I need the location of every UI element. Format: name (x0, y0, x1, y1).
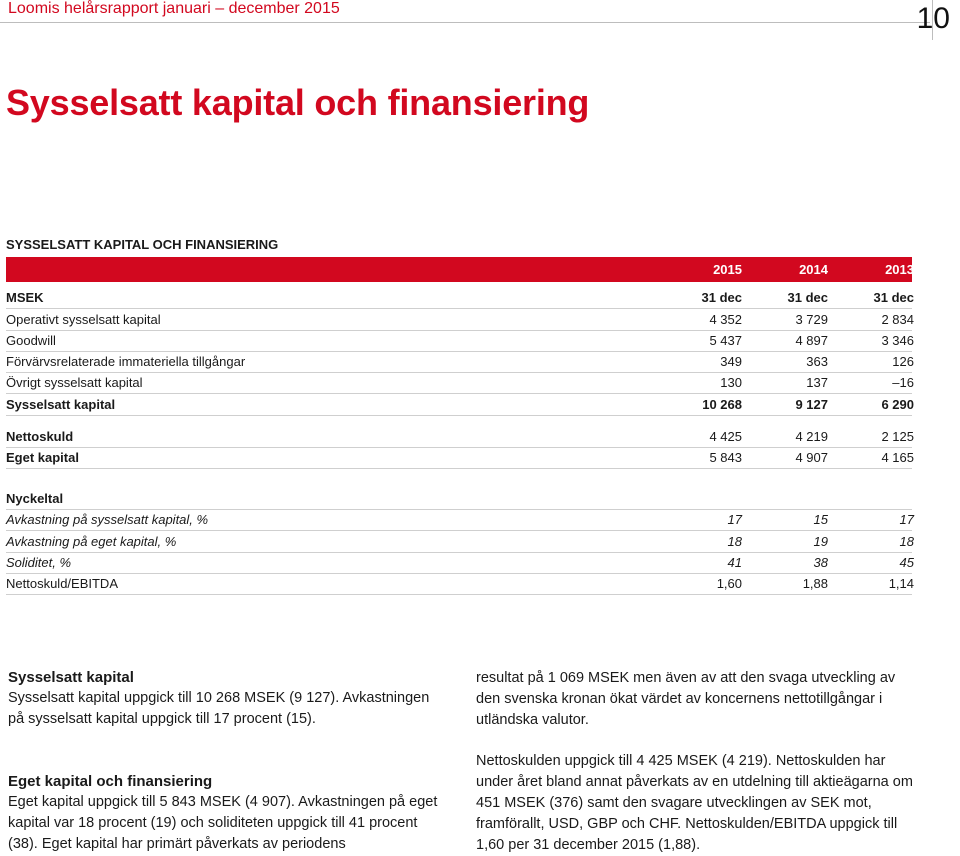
section-heading: Eget kapital och finansiering (8, 773, 213, 790)
table-cell: 1,14 (888, 576, 914, 591)
header-divider (0, 22, 930, 23)
row-label: Nyckeltal (6, 491, 64, 506)
table-cell: 2 834 (881, 312, 914, 327)
section-eget-kapital (8, 772, 446, 855)
table-cell: 1,60 (716, 576, 742, 591)
table-row (6, 351, 912, 373)
table-cell: 31 dec (873, 290, 914, 305)
row-label: Operativt sysselsatt kapital (6, 312, 161, 327)
section-sysselsatt-kapital (8, 668, 446, 730)
table-row (6, 330, 912, 352)
table-cell: 4 425 (709, 429, 742, 444)
table-cell: 349 (720, 354, 742, 369)
paragraph: Nettoskulden uppgick till 4 425 MSEK (4 219). Nettoskulden har under året bland annat påverkats av en utdelning till aktieägarna om 451 MSEK (376) samt den svagare utvecklingen av SEK mot, framförallt, USD, GBP och CHF. Nettoskulden/EBITDA uppgick till 1,60 per 31 december 2015 (1,88). (476, 753, 913, 853)
table-cell: 3 729 (795, 312, 828, 327)
section-heading: Sysselsatt kapital (8, 669, 134, 686)
table-cell: 6 290 (881, 397, 914, 412)
table-cell: 18 (899, 534, 914, 549)
table-row (6, 309, 912, 331)
row-label: Nettoskuld (6, 429, 74, 444)
table-cell: –16 (892, 375, 914, 390)
table-cell: 15 (813, 512, 828, 527)
table-cell: 4 907 (795, 450, 828, 465)
year-2014: 2014 (799, 262, 828, 277)
page-title: Sysselsatt kapital och finansiering (6, 82, 590, 123)
table-cell: 5 437 (709, 333, 742, 348)
table-row-total (6, 394, 912, 416)
table-cell: 4 165 (881, 450, 914, 465)
row-label: Avkastning på sysselsatt kapital, % (6, 512, 209, 527)
table-section-heading (6, 488, 912, 510)
unit-label: MSEK (6, 290, 44, 305)
table-cell: 41 (727, 555, 742, 570)
table-cell: 31 dec (787, 290, 828, 305)
table-cell: 4 897 (795, 333, 828, 348)
table-cell: 38 (813, 555, 828, 570)
table-cell: 45 (899, 555, 914, 570)
right-column-text (476, 668, 914, 856)
table-cell: 2 125 (881, 429, 914, 444)
table-row (6, 447, 912, 469)
table-cell: 18 (727, 534, 742, 549)
row-label: Förvärvsrelaterade immateriella tillgångar (6, 354, 246, 369)
table-cell: 363 (806, 354, 828, 369)
table-year-header (6, 257, 912, 282)
table-cell: 17 (899, 512, 914, 527)
table-header-row (6, 287, 912, 309)
table-cell: 19 (813, 534, 828, 549)
year-2015: 2015 (713, 262, 742, 277)
row-label: Sysselsatt kapital (6, 397, 116, 412)
table-cell: 31 dec (701, 290, 742, 305)
table-cell: 17 (727, 512, 742, 527)
table-row (6, 509, 912, 531)
table-row (6, 531, 912, 553)
table-cell: 4 352 (709, 312, 742, 327)
table-cell: 137 (806, 375, 828, 390)
row-label: Goodwill (6, 333, 56, 348)
table-row (6, 573, 912, 595)
section-text: Eget kapital uppgick till 5 843 MSEK (4 907). Avkastningen på eget kapital var 18 procent (19) och soliditeten uppgick till 41 procent (38). Eget kapital har primärt påverkats av periodens (8, 794, 438, 852)
row-label: Övrigt sysselsatt kapital (6, 375, 143, 390)
table-cell: 10 268 (702, 397, 742, 412)
page-number: 10 (916, 2, 950, 35)
table-cell: 130 (720, 375, 742, 390)
table-title: SYSSELSATT KAPITAL OCH FINANSIERING (6, 237, 279, 252)
table-cell: 5 843 (709, 450, 742, 465)
table-cell: 126 (892, 354, 914, 369)
section-text: Sysselsatt kapital uppgick till 10 268 MSEK (9 127). Avkastningen på sysselsatt kapital uppgick till 17 procent (15). (8, 690, 430, 727)
table-cell: 9 127 (795, 397, 828, 412)
row-label: Nettoskuld/EBITDA (6, 576, 118, 591)
table-row (6, 372, 912, 394)
table-row (6, 426, 912, 448)
paragraph: resultat på 1 069 MSEK men även av att den svaga utveckling av den svenska kronan ökat värdet av koncernens nettotillgångar i utländska valutor. (476, 670, 896, 728)
report-title: Loomis helårsrapport januari – december 2015 (8, 0, 340, 17)
table-cell: 4 219 (795, 429, 828, 444)
row-label: Avkastning på eget kapital, % (6, 534, 177, 549)
table-row (6, 552, 912, 574)
table-cell: 3 346 (881, 333, 914, 348)
row-label: Soliditet, % (6, 555, 72, 570)
table-cell: 1,88 (802, 576, 828, 591)
row-label: Eget kapital (6, 450, 79, 465)
year-2013: 2013 (885, 262, 914, 277)
